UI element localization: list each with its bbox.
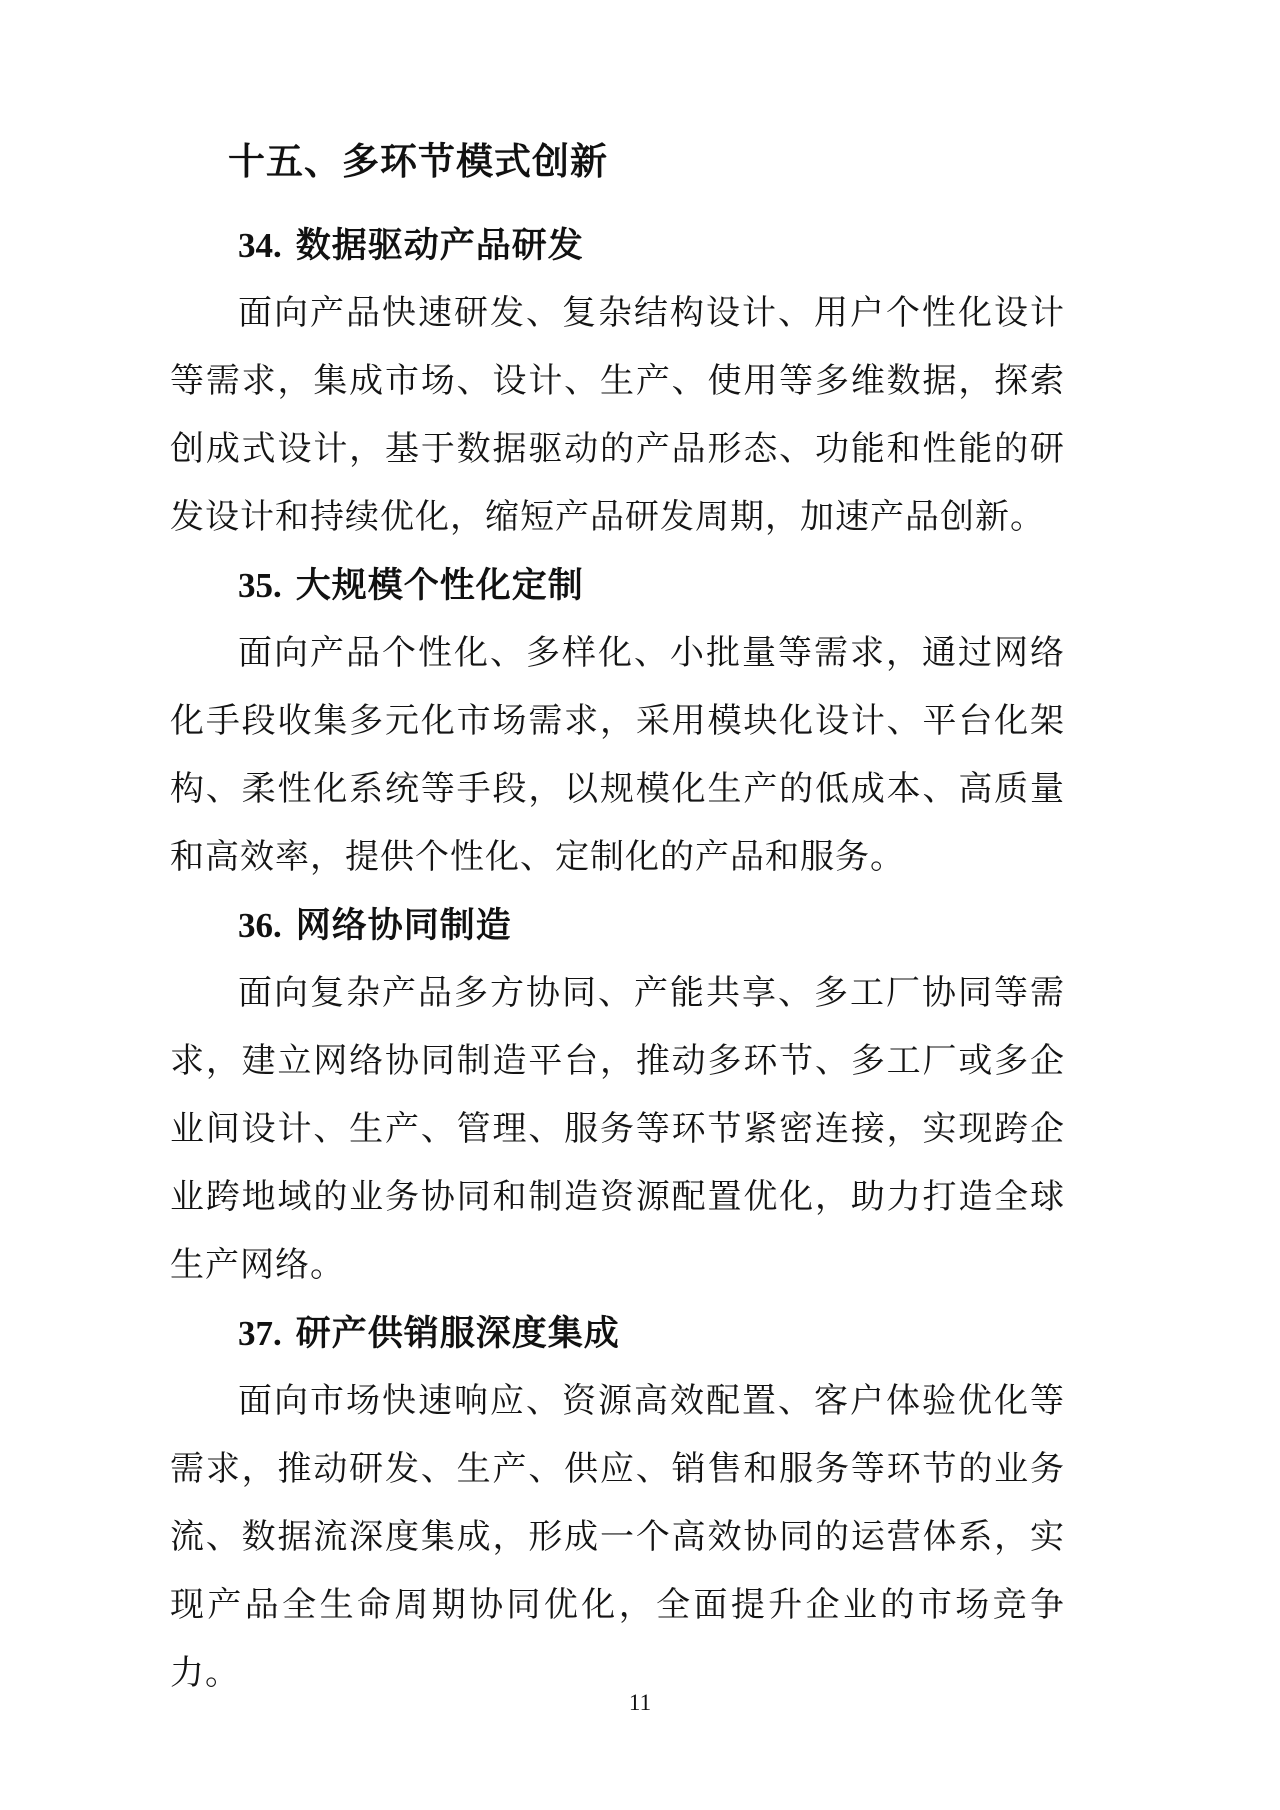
section-paragraph: 面向产品快速研发、复杂结构设计、用户个性化设计等需求，集成市场、设计、生产、使用等多维数据，探索创成式设计，基于数据驱动的产品形态、功能和性能的研发设计和持续优化，缩短产品研发周期，加速产品创新。 bbox=[170, 295, 1065, 536]
section-item-35 bbox=[170, 552, 1065, 892]
section-paragraph: 面向市场快速响应、资源高效配置、客户体验优化等需求，推动研发、生产、供应、销售和服务等环节的业务流、数据流深度集成，形成一个高效协同的运营体系，实现产品全生命周期协同优化，全面提升企业的市场竞争力。 bbox=[170, 1383, 1065, 1692]
section-title-text: 大规模个性化定制 bbox=[295, 566, 584, 605]
chapter-heading: 十五、多环节模式创新 bbox=[228, 141, 608, 182]
section-title-text: 研产供销服深度集成 bbox=[295, 1314, 620, 1353]
section-title bbox=[170, 212, 1065, 280]
section-item-37 bbox=[170, 1300, 1065, 1708]
section-title bbox=[170, 552, 1065, 620]
section-paragraph: 面向产品个性化、多样化、小批量等需求，通过网络化手段收集多元化市场需求，采用模块化设计、平台化架构、柔性化系统等手段，以规模化生产的低成本、高质量和高效率，提供个性化、定制化的产品和服务。 bbox=[170, 635, 1065, 876]
section-paragraph: 面向复杂产品多方协同、产能共享、多工厂协同等需求，建立网络协同制造平台，推动多环节、多工厂或多企业间设计、生产、管理、服务等环节紧密连接，实现跨企业跨地域的业务协同和制造资源配置优化，助力打造全球生产网络。 bbox=[170, 975, 1065, 1284]
section-title bbox=[170, 1300, 1065, 1368]
section-number: 36. bbox=[238, 906, 282, 945]
section-number: 34. bbox=[238, 226, 282, 265]
section-title-text: 数据驱动产品研发 bbox=[295, 226, 584, 265]
section-title-text: 网络协同制造 bbox=[295, 906, 512, 945]
section-number: 35. bbox=[238, 566, 282, 605]
section-item-34 bbox=[170, 212, 1065, 552]
section-item-36 bbox=[170, 892, 1065, 1300]
page-number: 11 bbox=[628, 1690, 652, 1715]
section-title bbox=[170, 892, 1065, 960]
section-number: 37. bbox=[238, 1314, 282, 1353]
